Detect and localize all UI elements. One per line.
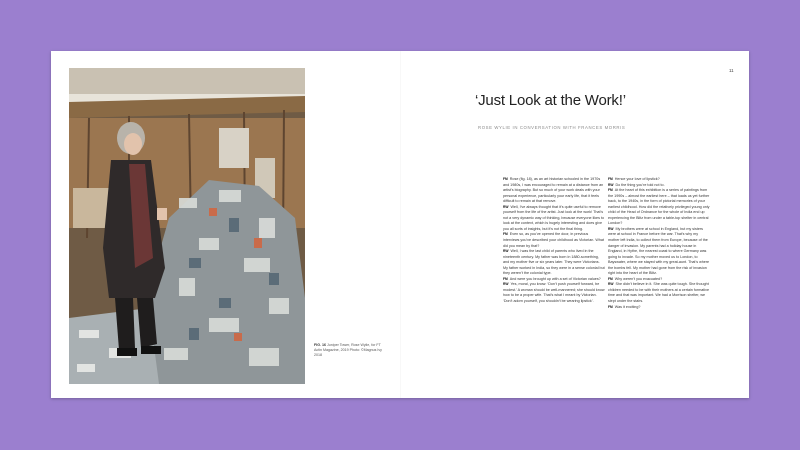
paragraph-text: Yes, moral, you know: ‘Don’t push yourself forward, be modest.’ A woman should be well-mannered; she should know how to be a proper wife. That’s what I meant by Victorian. ‘Don’t adorn yourself, you shouldn’t be wearing lipstick’. xyxy=(503,282,605,304)
speaker-label: RW xyxy=(608,226,614,231)
speaker-label: RW xyxy=(503,282,509,287)
speaker-label: FM xyxy=(608,276,613,281)
paragraph xyxy=(608,305,710,311)
paragraph xyxy=(503,249,605,277)
speaker-label: FM xyxy=(608,188,613,193)
speaker-label: RW xyxy=(608,282,614,287)
speaker-label: FM xyxy=(503,177,508,181)
paragraph-text: Why weren’t you evacuated? xyxy=(614,276,663,281)
speaker-label: FM xyxy=(503,232,508,237)
speaker-label: FM xyxy=(608,304,613,309)
paragraph xyxy=(608,282,710,304)
book-spread xyxy=(51,51,749,398)
speaker-label: FM xyxy=(503,276,508,281)
paragraph-text: She didn’t believe in it. She was quite tough. She thought children needed to be with their mothers at a certain formative time and that was important. We had a Morrison shelter, we slept under the stairs. xyxy=(608,282,710,304)
text-column-right xyxy=(608,177,710,310)
paragraph-text: Well, I was the last child of parents who lived in the nineteenth century. My father was born in 1880-something, and my mother five or six years later. They were Victorians. My father worked in India, so they were in a sense colonial but they weren’t the colonial type. xyxy=(503,249,605,276)
paragraph-text: My brothers were at school in England, but my sisters were at school in France before the war. That’s why my mother left India, to collect them from Europe, because of the danger of invasion. My parents had a holiday house in England, in Hythe, the nearest coast to where Germany was going to invade. So my mother moved us to London, to Bayswater, where we stayed with my great-aunt. That’s where the bombs fell. My mother had gone from the risk of invasion right into the heart of the Blitz. xyxy=(608,226,710,276)
paragraph-text: Rose (fig. 18), as an art historian schooled in the 1970s and 1980s, I was encouraged to remain at a distance from an artist’s biography. But so much of your work deals with your personal experience, particularly your early life, that it feels difficult to remain at that remove. xyxy=(503,177,604,204)
paragraph-text: Even so, as you’ve opened the door, in previous interviews you’ve described your childhood as Victorian. What did you mean by that? xyxy=(503,232,604,248)
paragraph-text: Do the thing you’re told not to. xyxy=(615,182,665,187)
speaker-label: RW xyxy=(503,249,509,254)
studio-photo-illustration xyxy=(69,68,305,384)
article-title: ‘Just Look at the Work!’ xyxy=(475,92,626,109)
paragraph xyxy=(503,205,605,233)
studio-photo xyxy=(69,68,305,384)
paragraph-text: Hence your love of lipstick? xyxy=(614,177,660,181)
paragraph xyxy=(608,188,710,227)
paragraph xyxy=(503,177,605,205)
speaker-label: RW xyxy=(503,204,509,209)
paragraph-text: Was it exciting? xyxy=(614,304,641,309)
paragraph xyxy=(608,227,710,277)
speaker-label: RW xyxy=(608,182,614,187)
photo-caption xyxy=(314,343,382,358)
paragraph-text: Well, I’ve always thought that it’s quite useful to remove yourself from the life of the artist. Just look at the work! That’s not a very dynamic way of thinking, because everyone likes to look at the context, which is hugely interesting and does give you all sorts of insights, but it’s not the final thing. xyxy=(503,204,605,231)
page-number: 11 xyxy=(729,68,734,73)
paragraph-text: And were you brought up with a set of Victorian values? xyxy=(509,276,601,281)
paragraph-text: At the heart of this exhibition is a series of paintings from the 1990s – almost the earliest here – that loads us yet further back, to the 1940s, in the form of pictorial memories of your earliest childhood. How did the relatively privileged young only child of the Head of Ordnance for the whole of India end up experiencing the Blitz from under a table-top shelter in central London? xyxy=(608,188,710,226)
paragraph xyxy=(503,232,605,249)
speaker-label: FM xyxy=(608,177,613,181)
article-subtitle: ROSE WYLIE IN CONVERSATION WITH FRANCES MORRIS xyxy=(478,125,626,130)
caption-credit: Photo: ©Magnus Ivy 2018 xyxy=(314,348,382,357)
figure-label: FIG. 16 xyxy=(314,343,326,347)
caption-text: Juniper Tower, Rose Wylie, for FT Actin Magazine, 2019 xyxy=(314,343,381,352)
text-column-left xyxy=(503,177,605,305)
paragraph xyxy=(503,282,605,304)
gutter-shadow xyxy=(400,51,401,398)
